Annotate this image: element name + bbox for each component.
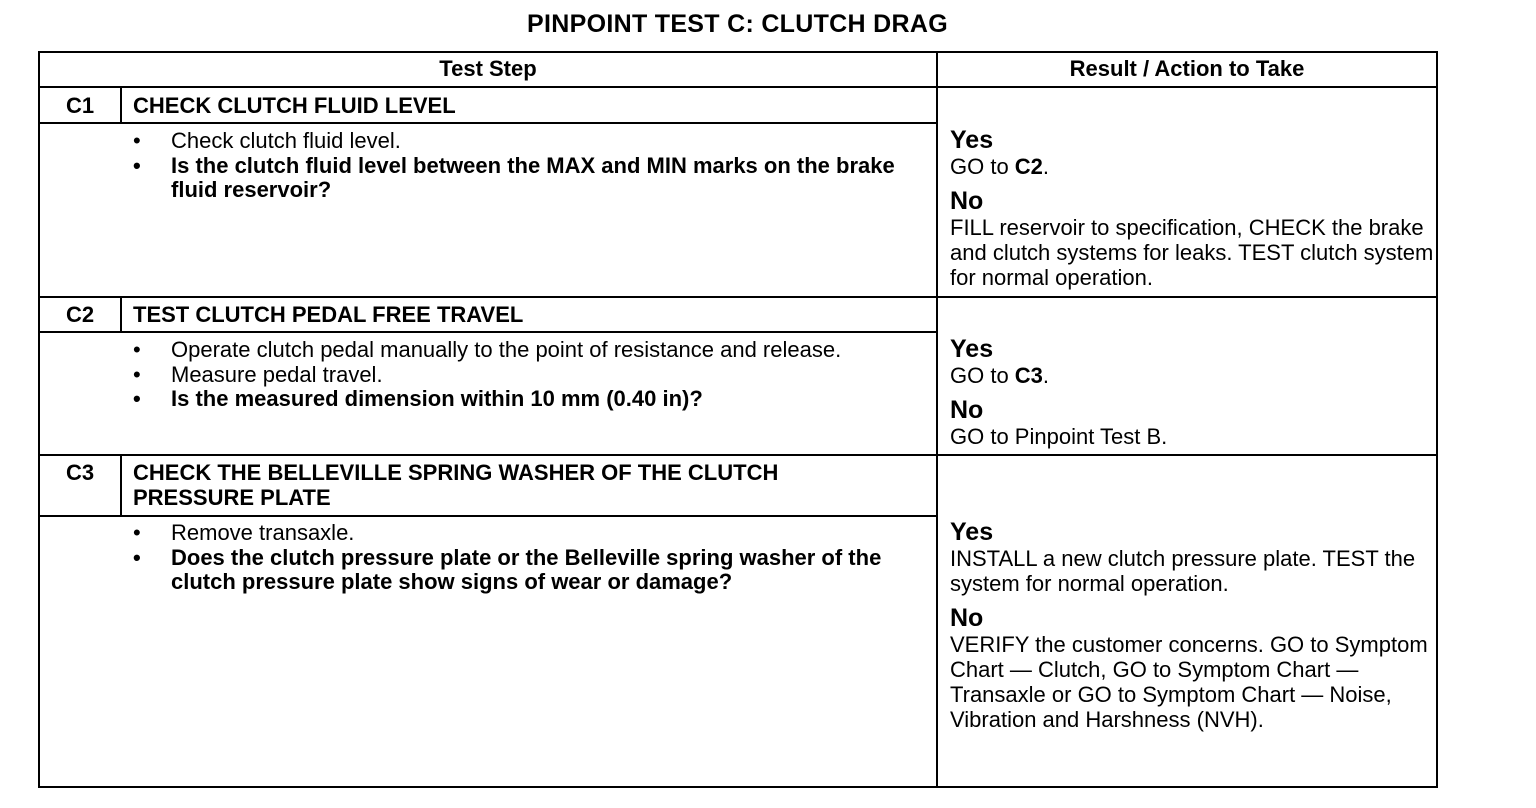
c3-title-divider [38,515,936,517]
question-text: Is the clutch fluid level between the MAX and MIN marks on the brake fluid reservoir? [171,152,895,202]
bullet-icon: • [133,386,141,411]
c3-id-divider [120,454,122,516]
yes-suffix: . [1042,154,1050,179]
action-text: Operate clutch pedal manually to the point of resistance and release. [171,337,842,362]
list-item [133,546,923,595]
no-label: No [950,396,984,424]
header-test-step: Test Step [439,56,537,81]
action-text: Measure pedal travel. [171,361,383,387]
list-item [133,521,923,546]
header-result: Result / Action to Take [1069,56,1305,81]
yes-ref: C3 [1014,363,1043,388]
yes-text: GO to [950,154,1015,179]
yes-action [950,363,1435,388]
yes-label: Yes [950,518,994,546]
step-title-c2: TEST CLUTCH PEDAL FREE TRAVEL [133,302,524,327]
c1-id-divider [120,86,122,122]
no-label: No [950,187,984,215]
yes-text: GO to [950,363,1015,388]
step-title-c1: CHECK CLUTCH FLUID LEVEL [133,93,456,118]
yes-suffix: . [1042,363,1050,388]
c1-title-divider [38,122,936,124]
no-action: VERIFY the customer concerns. GO to Symptom Chart — Clutch, GO to Symptom Chart — Transaxle or GO to Symptom Chart — Noise, Vibration and Harshness (NVH). [950,632,1428,732]
header-divider [38,86,1438,88]
bullet-icon: • [133,337,141,362]
bullet-icon: • [133,361,141,387]
step-id-c2: C2 [65,302,95,327]
result-c3 [950,519,1435,741]
bullet-icon: • [133,152,141,178]
result-c1 [950,127,1435,299]
step-actions-c1 [133,129,923,203]
list-item [133,387,923,412]
question-text: Is the measured dimension within 10 mm (0.40 in)? [171,386,703,411]
question-text: Does the clutch pressure plate or the Belleville spring washer of the clutch pressure plate show signs of wear or damage? [171,544,882,594]
list-item [133,129,923,154]
bullet-icon: • [133,520,141,545]
page-title: PINPOINT TEST C: CLUTCH DRAG [527,10,948,38]
yes-action [950,546,1435,596]
step-actions-c2 [133,338,923,412]
column-divider [936,51,938,788]
c2-title-divider [38,331,936,333]
yes-text: INSTALL a new clutch pressure plate. TEST the system for normal operation. [950,546,1416,596]
yes-ref: C2 [1014,154,1043,179]
c2-id-divider [120,296,122,332]
yes-label: Yes [950,126,994,154]
action-text: Remove transaxle. [171,520,355,545]
list-item [133,338,923,363]
bullet-icon: • [133,544,141,570]
yes-action [950,154,1435,179]
list-item [133,363,923,388]
step-id-c1: C1 [65,93,95,118]
no-label: No [950,604,984,632]
yes-label: Yes [950,335,994,363]
step-id-c3: C3 [65,460,95,485]
step-title-c3: CHECK THE BELLEVILLE SPRING WASHER OF THE CLUTCH PRESSURE PLATE [133,460,779,510]
list-item [133,154,923,203]
action-text: Check clutch fluid level. [171,128,401,153]
no-action: GO to Pinpoint Test B. [950,424,1168,449]
bullet-icon: • [133,128,141,153]
step-actions-c3 [133,521,923,595]
no-action: FILL reservoir to specification, CHECK the brake and clutch systems for leaks. TEST clutch system for normal operation. [950,215,1434,290]
result-c2 [950,336,1435,458]
